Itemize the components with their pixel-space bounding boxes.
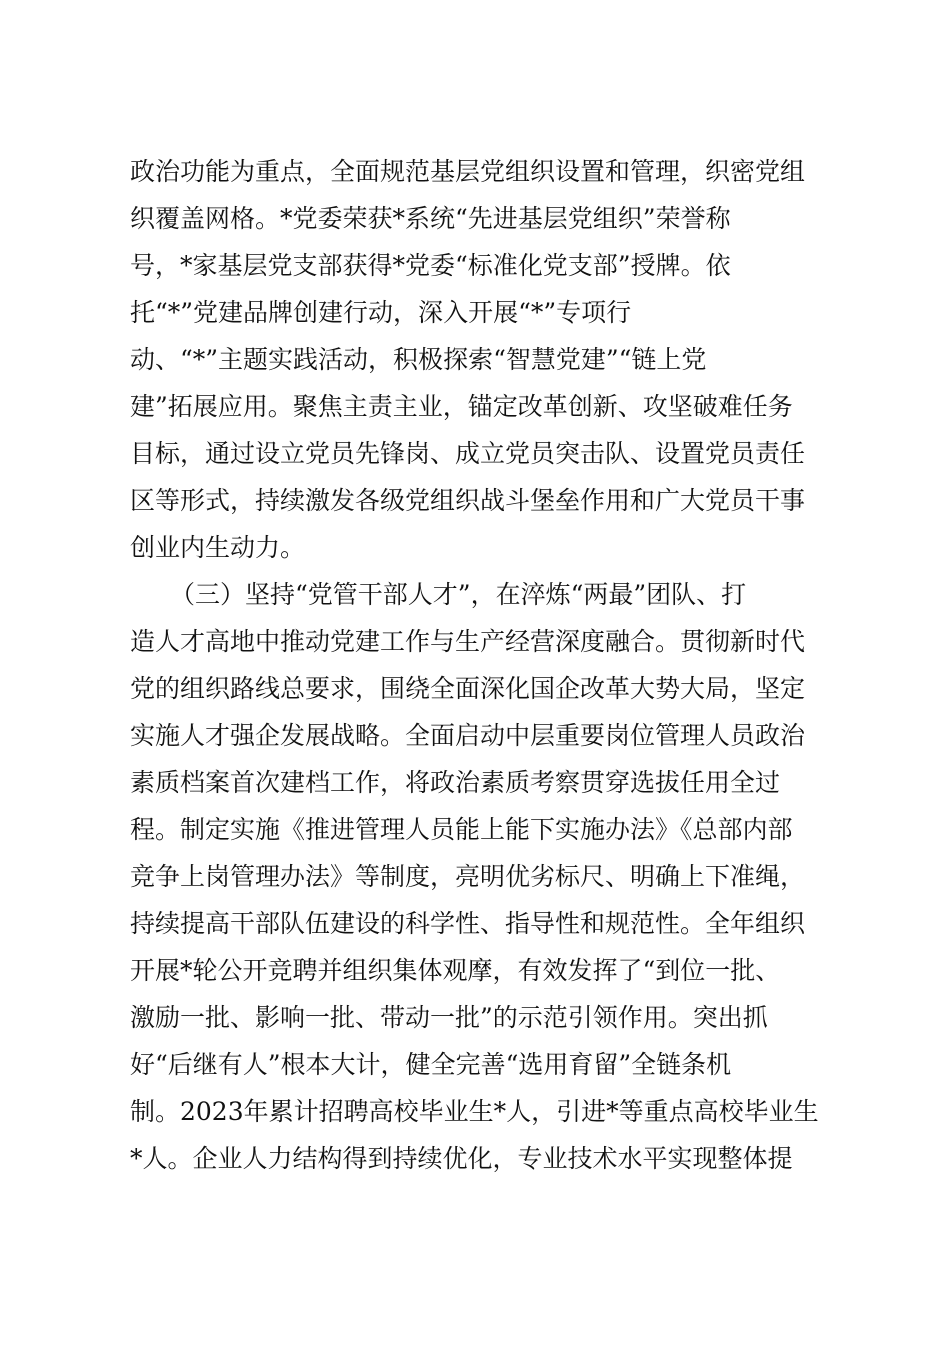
text-line: *人。企业人力结构得到持续优化，专业技术水平实现整体提 (130, 1144, 793, 1173)
text-line: 托“*”党建品牌创建行动，深入开展“*”专项行 (130, 298, 632, 327)
text-line: 区等形式，持续激发各级党组织战斗堡垒作用和广大党员干事 (130, 486, 806, 515)
text-line: 动、“*”主题实践活动，积极探索“智慧党建”“链上党 (130, 345, 707, 374)
text-line: 建”拓展应用。聚焦主责主业，锚定改革创新、攻坚破难任务 (130, 392, 793, 421)
text-line: 开展*轮公开竞聘并组织集体观摩，有效发挥了“到位一批、 (130, 956, 781, 985)
text-line: 好“后继有人”根本大计，健全完善“选用育留”全链条机 (130, 1050, 732, 1079)
text-line: 制。2023年累计招聘高校毕业生*人，引进*等重点高校毕业生 (130, 1097, 819, 1126)
text-line: 造人才高地中推动党建工作与生产经营深度融合。贯彻新时代 (130, 627, 806, 656)
text-line: 程。制定实施《推进管理人员能上能下实施办法》《总部内部 (130, 815, 793, 844)
text-line: 激励一批、影响一批、带动一批”的示范引领作用。突出抓 (130, 1003, 768, 1032)
paragraph-heading-line: （三）坚持“党管干部人才”，在淬炼“两最”团队、打 (170, 580, 747, 609)
text-line: 政治功能为重点，全面规范基层党组织设置和管理，织密党组 (130, 157, 806, 186)
text-line: 创业内生动力。 (130, 533, 306, 562)
text-line: 目标，通过设立党员先锋岗、成立党员突击队、设置党员责任 (130, 439, 806, 468)
text-line: 织覆盖网格。*党委荣获*系统“先进基层党组织”荣誉称 (130, 204, 731, 233)
text-line: 实施人才强企发展战略。全面启动中层重要岗位管理人员政治 (130, 721, 806, 750)
text-line: 竞争上岗管理办法》等制度，亮明优劣标尺、明确上下准绳， (130, 862, 806, 891)
text-line: 素质档案首次建档工作，将政治素质考察贯穿选拔任用全过 (130, 768, 781, 797)
text-line: 持续提高干部队伍建设的科学性、指导性和规范性。全年组织 (130, 909, 806, 938)
document-body (130, 148, 830, 1182)
text-line: 号，*家基层党支部获得*党委“标准化党支部”授牌。依 (130, 251, 731, 280)
text-line: 党的组织路线总要求，围绕全面深化国企改革大势大局，坚定 (130, 674, 806, 703)
